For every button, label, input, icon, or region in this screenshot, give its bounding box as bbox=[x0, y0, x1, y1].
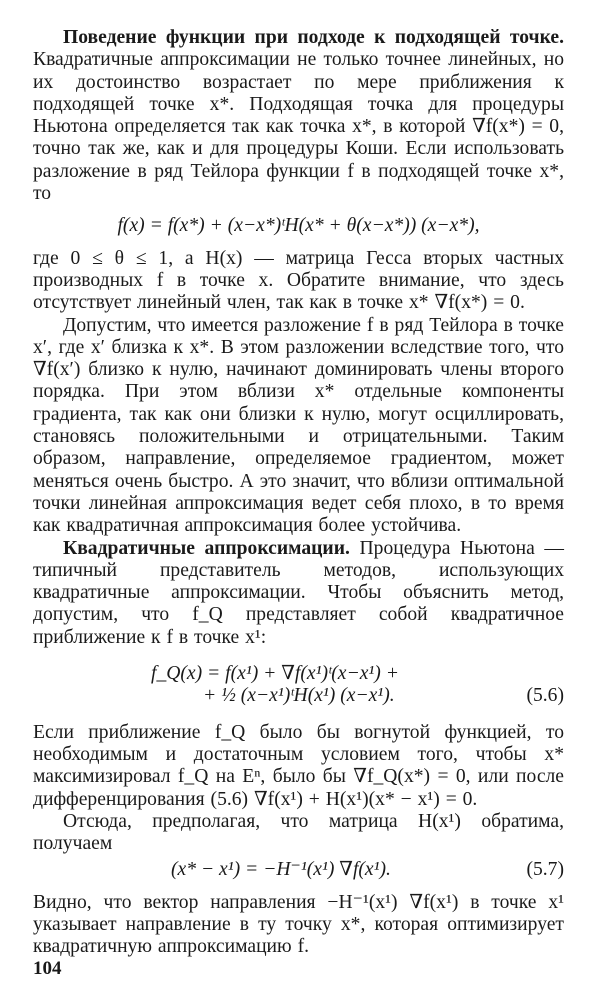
paragraph-newton-approach bbox=[33, 27, 564, 205]
paragraph-text: Процедура Ньютона — типичный представитель методов, использующих квадратичные аппроксимации. Чтобы объяснить метод, допустим, что f_Q представляет собой квадратичное приближение к f в точке x¹: bbox=[33, 537, 564, 648]
equation-number: (5.7) bbox=[526, 859, 564, 881]
equation-5-6-line2 bbox=[33, 685, 564, 707]
paragraph-quadratic-approx bbox=[33, 538, 564, 649]
equation-5-7 bbox=[33, 859, 564, 881]
equation-line: (x* − x¹) = −H⁻¹(x¹) ∇f(x¹). bbox=[171, 859, 391, 881]
section-heading: Поведение функции при подходе к подходящей точке. bbox=[63, 27, 564, 48]
paragraph-inverse: Отсюда, предполагая, что матрица H(x¹) обратима, получаем bbox=[33, 810, 564, 855]
paragraph-text: Квадратичные аппроксимации не только точнее линейных, но их достоинство возрастает по мере приближения к подходящей точке x*. Подходящая точка для процедуры Ньютона определяется так как точка x*, в которой ∇f(x*) = 0, точно так же, как и для процедуры Коши. Если использовать разложение в ряд Тейлора функции f в подходящей точке x*, то bbox=[33, 49, 564, 205]
paragraph-concave: Если приближение f_Q было бы вогнутой функцией, то необходимым и достаточным условием того, чтобы x* максимизировал f_Q на Eⁿ, было бы ∇f_Q(x*) = 0, или после дифференцирования (5.6) ∇f(x¹) + H(x¹)(x* − x¹) = 0. bbox=[33, 721, 564, 810]
equation-line: f_Q(x) = f(x¹) + ∇f(x¹)ᵗ(x−x¹) + bbox=[151, 663, 399, 685]
equation-number: (5.6) bbox=[526, 685, 564, 707]
equation-5-6 bbox=[33, 663, 564, 685]
section-heading: Квадратичные аппроксимации. bbox=[63, 537, 350, 559]
paragraph-oscillation: Допустим, что имеется разложение f в ряд Тейлора в точке x′, где x′ близка к x*. В этом разложении вследствие того, что ∇f(x′) близко к нулю, начинают доминировать члены второго порядка. При этом вблизи x* отдельные компоненты градиента, так как они близки к нулю, могут осциллировать, становясь положительными и отрицательными. Таким образом, направление, определяемое градиентом, может меняться очень быстро. А это значит, что вблизи оптимальной точки линейная аппроксимация ведет себя плохо, в то время как квадратичная аппроксимация более устойчива. bbox=[33, 314, 564, 537]
page-number: 104 bbox=[33, 958, 62, 979]
paragraph-direction: Видно, что вектор направления −H⁻¹(x¹) ∇f(x¹) в точке x¹ указывает направление в ту точку x*, которая оптимизирует квадратичную аппроксимацию f. bbox=[33, 891, 564, 958]
paragraph-hessian: где 0 ≤ θ ≤ 1, а H(x) — матрица Гесса вторых частных производных f в точке x. Обратите внимание, что здесь отсутствует линейный член, так как в точке x* ∇f(x*) = 0. bbox=[33, 247, 564, 314]
equation-line: + ½ (x−x¹)ᵗH(x¹) (x−x¹). bbox=[203, 685, 395, 707]
taylor-expansion-formula: f(x) = f(x*) + (x−x*)ᵗH(x* + θ(x−x*)) (x−x*), bbox=[117, 215, 480, 237]
